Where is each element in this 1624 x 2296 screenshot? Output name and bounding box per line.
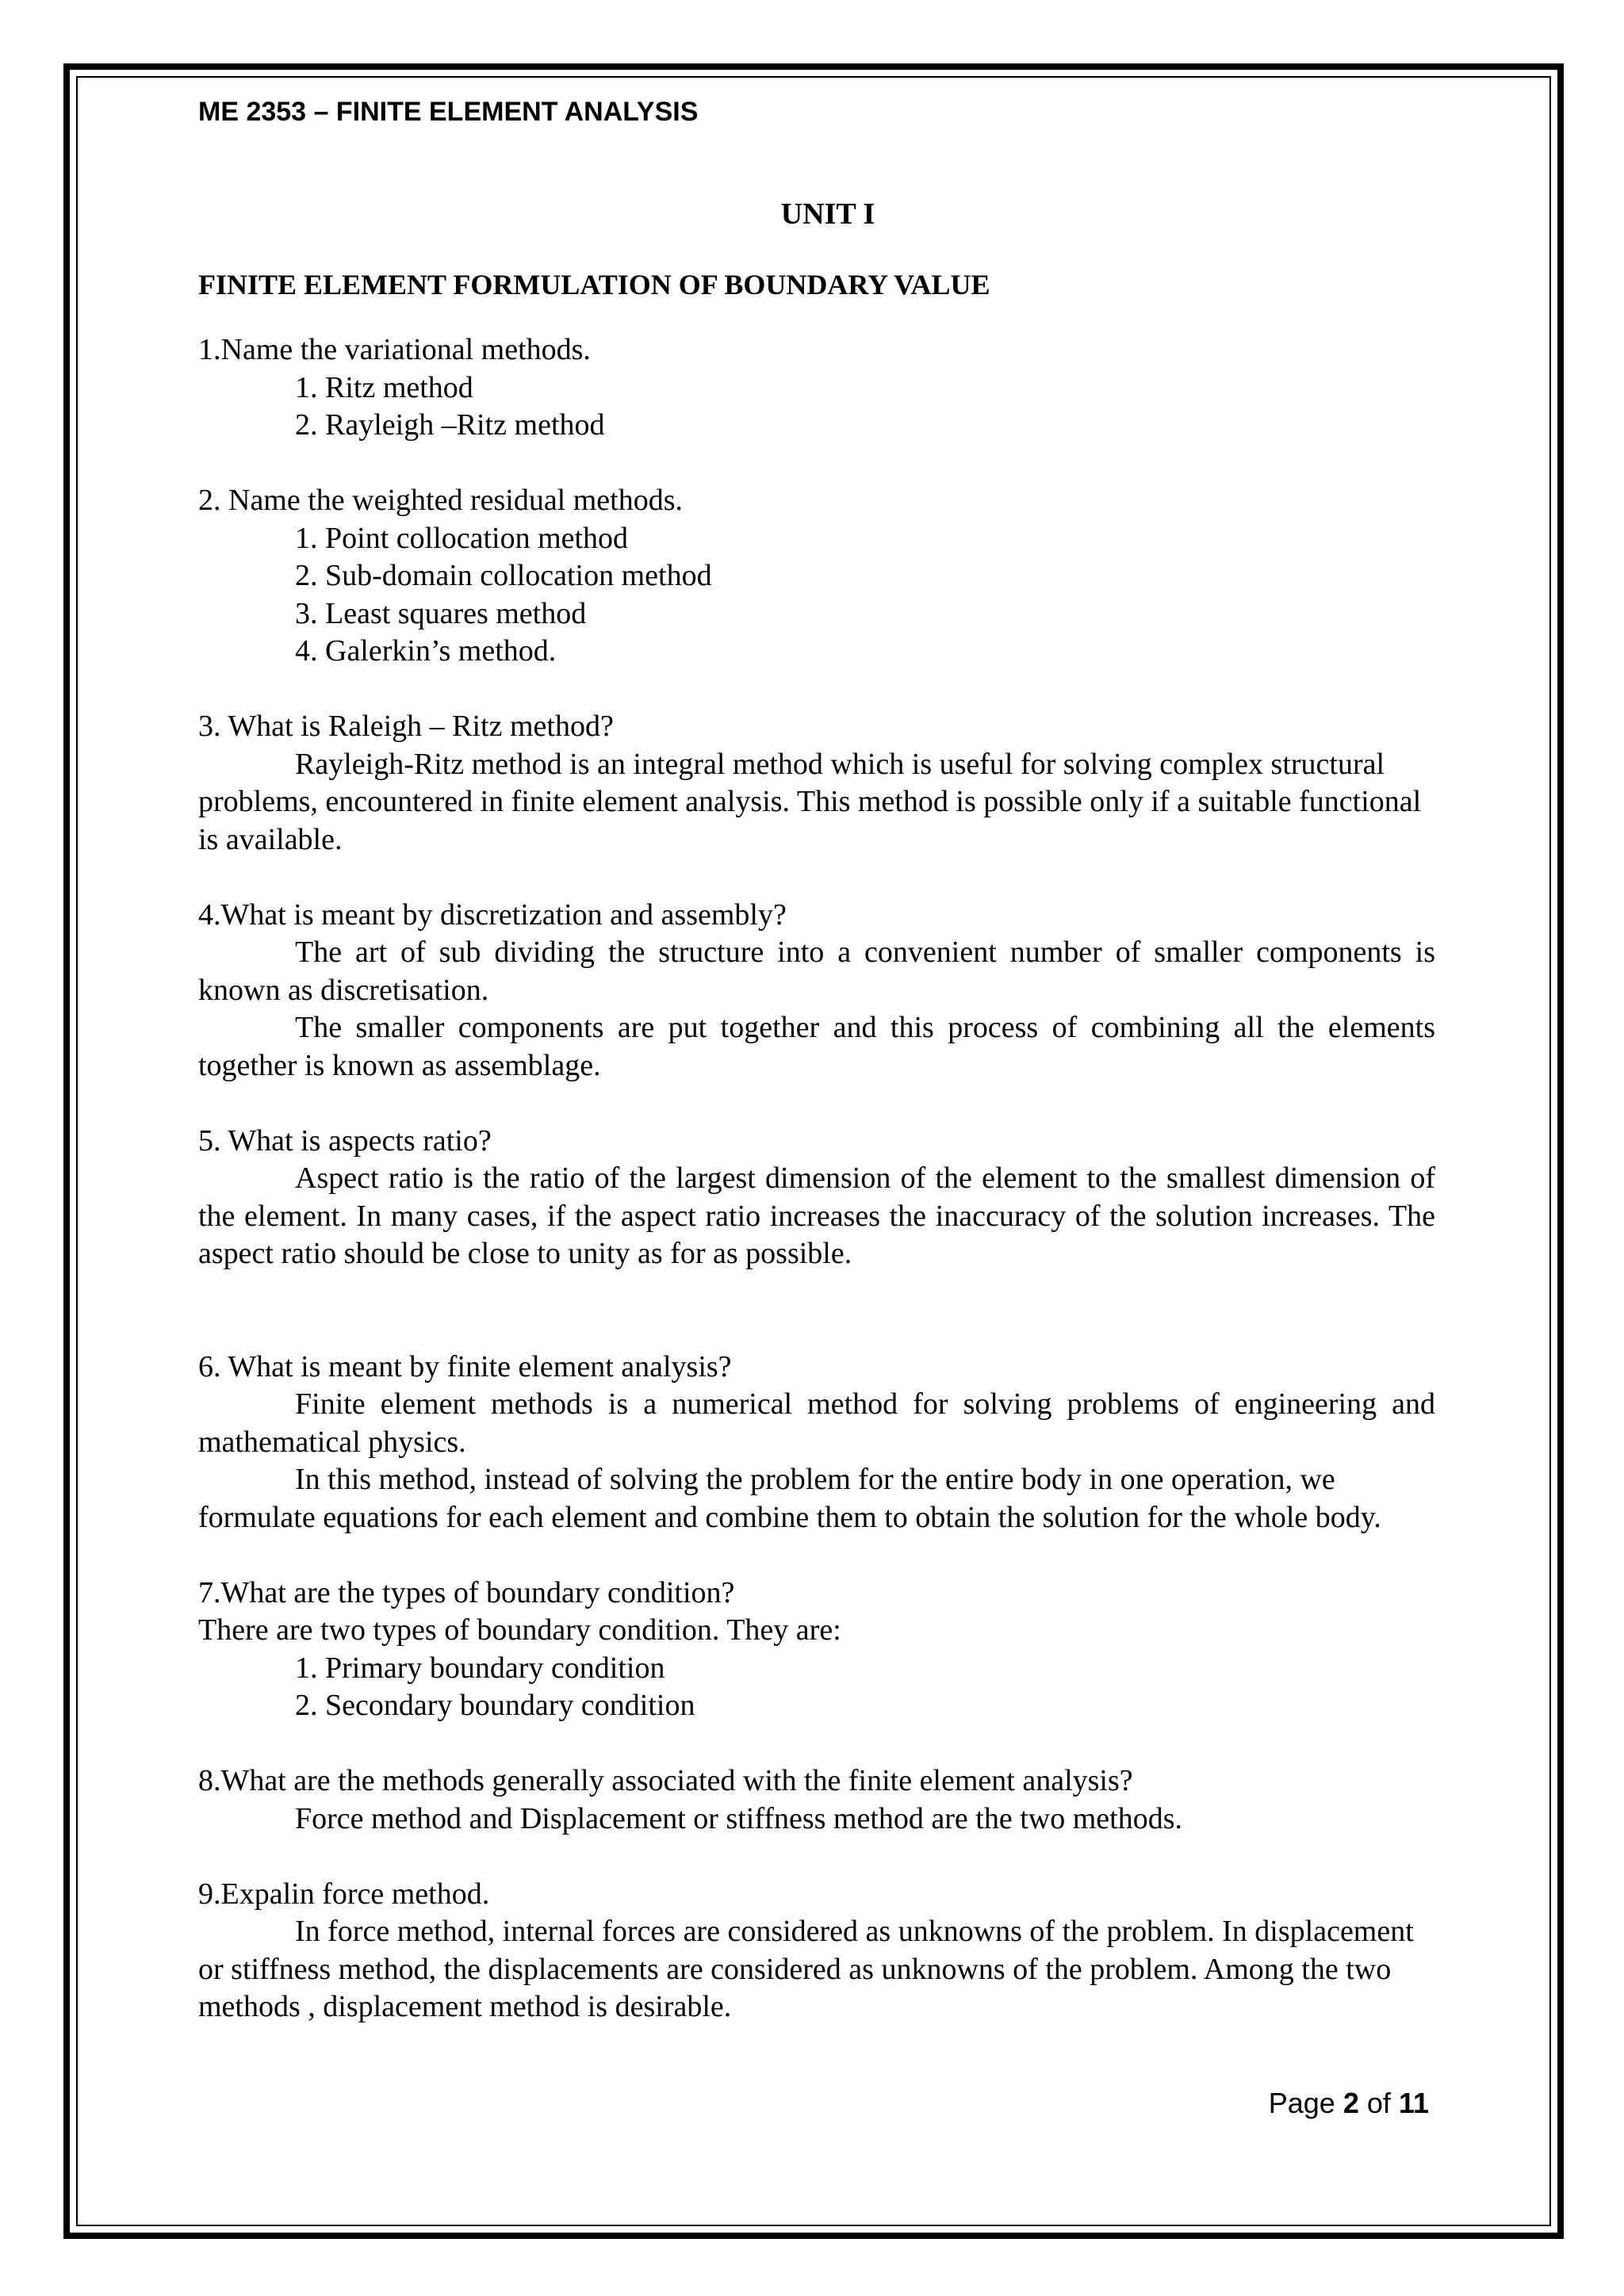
question-7: 7.What are the types of boundary condition? [198, 1575, 735, 1609]
question-8: 8.What are the methods generally associated with the finite element analysis? [198, 1764, 1133, 1797]
list-item: 2. Sub-domain collocation method [295, 559, 712, 592]
question-1: 1.Name the variational methods. [198, 333, 591, 366]
question-3: 3. What is Raleigh – Ritz method? [198, 710, 614, 743]
answer-3: Rayleigh-Ritz method is an integral method which is useful for solving complex structural problems, encountered in finite element analysis. This method is possible only if a suitable functional is available. [198, 747, 1422, 856]
question-5: 5. What is aspects ratio? [198, 1123, 492, 1158]
answer-8: Force method and Displacement or stiffness method are the two methods. [295, 1801, 1182, 1835]
answer-6-part-1: Finite element methods is a numerical method for solving problems of engineering and mathematical physics. [198, 1387, 1435, 1459]
question-6: 6. What is meant by finite element analysis? [198, 1349, 732, 1383]
list-item: 1. Ritz method [295, 370, 473, 404]
answer-9: In force method, internal forces are considered as unknowns of the problem. In displacement or stiffness method, the displacements are considered as unknowns of the problem. Among the two methods , displacement method is desirable. [198, 1915, 1414, 2023]
list-item: 1. Point collocation method [295, 521, 629, 555]
question-7-list [198, 1650, 1435, 1725]
list-item: 2. Rayleigh –Ritz method [295, 408, 605, 442]
unit-title: UNIT I [780, 197, 875, 231]
list-item: 4. Galerkin’s method. [295, 634, 557, 668]
answer-5: Aspect ratio is the ratio of the largest dimension of the element to the smallest dimension of the element. In many cases, if the aspect ratio increases the inaccuracy of the solution increases. The aspect ratio should be close to unity as for as possible. [198, 1161, 1435, 1270]
section-title: FINITE ELEMENT FORMULATION OF BOUNDARY VALUE [198, 269, 990, 300]
qa-content [198, 331, 1435, 2026]
question-1-list [198, 369, 1435, 445]
question-2-list [198, 520, 1435, 671]
list-item: 2. Secondary boundary condition [295, 1689, 695, 1722]
answer-7-intro: There are two types of boundary condition. They are: [198, 1613, 841, 1647]
of-label: of [1366, 2087, 1391, 2119]
answer-6-part-2: In this method, instead of solving the problem for the entire body in one operation, we formulate equations for each element and combine them to obtain the solution for the whole body. [198, 1463, 1381, 1534]
answer-4-part-2: The smaller components are put together and this process of combining all the elements together is known as assemblage. [198, 1011, 1435, 1082]
list-item: 3. Least squares method [295, 596, 587, 630]
page-number [1269, 2087, 1429, 2120]
question-4: 4.What is meant by discretization and assembly? [198, 897, 787, 932]
page-current: 2 [1342, 2087, 1359, 2119]
page-total: 11 [1398, 2087, 1429, 2119]
page-label: Page [1268, 2087, 1335, 2119]
answer-4-part-1: The art of sub dividing the structure into a convenient number of smaller components is known as discretisation. [198, 936, 1435, 1007]
question-9: 9.Expalin force method. [198, 1877, 490, 1911]
list-item: 1. Primary boundary condition [295, 1651, 665, 1685]
question-2: 2. Name the weighted residual methods. [198, 484, 684, 517]
course-title: ME 2353 – FINITE ELEMENT ANALYSIS [198, 97, 699, 127]
